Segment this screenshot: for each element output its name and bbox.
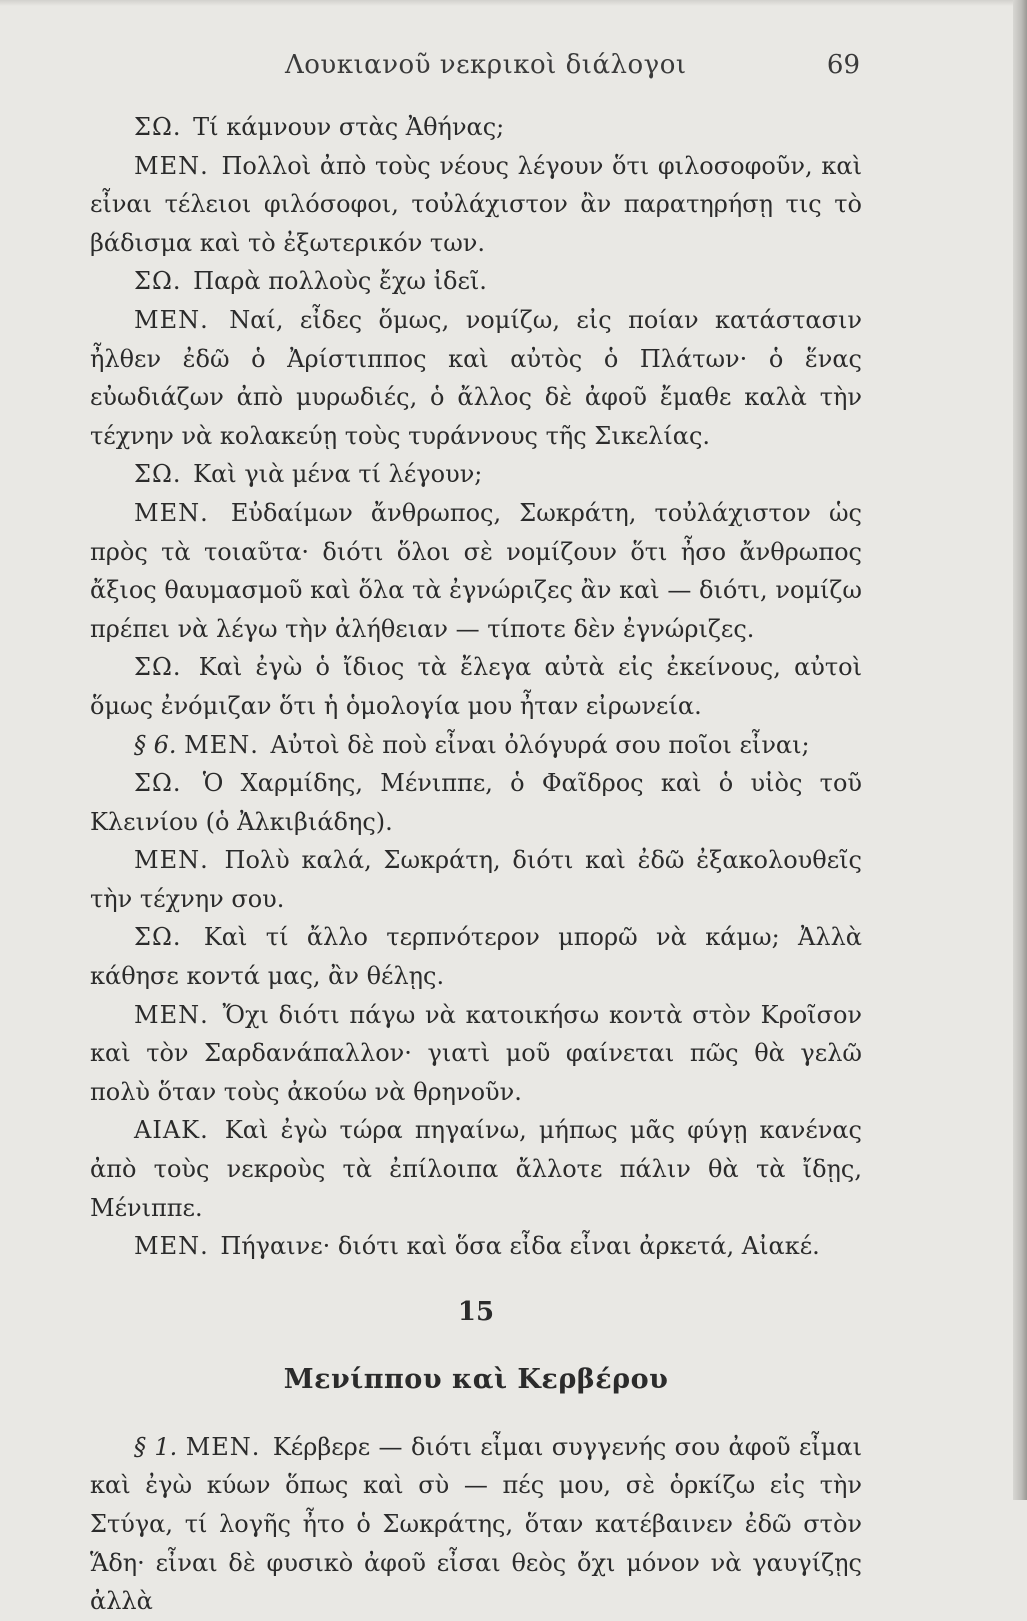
speaker-label: ΣΩ. bbox=[134, 267, 182, 296]
dialogue-text: Ὄχι διότι πάγω νὰ κατοικήσω κοντὰ στὸν Κροῖσον καὶ τὸν Σαρδανάπαλλον· γιατὶ μοῦ φαίνεται πῶς θὰ γελῶ πολὺ ὅταν τοὺς ἀκούω νὰ θρηνοῦν. bbox=[90, 1000, 862, 1106]
dialogue-paragraph bbox=[90, 841, 862, 918]
speaker-label: ΜΕΝ. bbox=[134, 1000, 209, 1029]
dialogue-paragraph bbox=[90, 726, 862, 765]
page-edge-shadow bbox=[1013, 0, 1027, 1500]
dialogue-paragraph bbox=[90, 1111, 862, 1227]
running-head bbox=[90, 50, 860, 90]
speaker-label: ΜΕΝ. bbox=[134, 846, 209, 875]
page-top-shadow bbox=[0, 0, 1027, 6]
section-marker: § 1. bbox=[134, 1432, 178, 1461]
page-body bbox=[90, 108, 862, 1621]
running-head-title: Λουκιανοῦ νεκρικοὶ διάλογοι bbox=[285, 50, 687, 80]
dialogue-text: Καὶ ἐγὼ ὁ ἴδιος τὰ ἔλεγα αὐτὰ εἰς ἐκείνους, αὐτοὶ ὅμως ἐνόμιζαν ὅτι ἡ ὁμολογία μου ἦταν εἰρωνεία. bbox=[90, 653, 862, 720]
dialogue-text: Ὁ Χαρμίδης, Μένιππε, ὁ Φαῖδρος καὶ ὁ υἱὸς τοῦ Κλεινίου (ὁ Ἀλκιβιάδης). bbox=[90, 769, 862, 836]
dialogue-paragraph bbox=[90, 262, 862, 301]
speaker-label: ΜΕΝ. bbox=[184, 730, 259, 759]
dialogue-paragraph bbox=[90, 648, 862, 725]
page-number: 69 bbox=[826, 50, 860, 80]
dialogue-text: Τί κάμνουν στὰς Ἀθήνας; bbox=[193, 113, 505, 141]
dialogue-paragraph bbox=[90, 301, 862, 455]
dialogue-paragraph bbox=[90, 147, 862, 263]
dialogue-paragraph bbox=[90, 494, 862, 648]
section-marker: § 6. bbox=[134, 730, 177, 759]
dialogue-text: Καὶ γιὰ μένα τί λέγουν; bbox=[193, 460, 483, 489]
speaker-label: ΜΕΝ. bbox=[134, 498, 209, 527]
speaker-label: ΑΙΑΚ. bbox=[134, 1116, 209, 1145]
dialogue-text: Πολὺ καλά, Σωκράτη, διότι καὶ ἐδῶ ἐξακολουθεῖς τὴν τέχνην σου. bbox=[90, 846, 862, 913]
dialogue-text: Παρὰ πολλοὺς ἔχω ἰδεῖ. bbox=[193, 267, 487, 296]
dialogue-text: Κέρβερε — διότι εἶμαι συγγενής σου ἀφοῦ εἶμαι καὶ ἐγὼ κύων ὅπως καὶ σὺ — πές μου, σὲ ὁρκίζω εἰς τὴν Στύγα, τί λογῆς ἦτο ὁ Σωκράτης, ὅταν κατέβαινεν ἐδῶ στὸν Ἅδη· εἶναι δὲ φυσικὸ ἀφοῦ εἶσαι θεὸς ὄχι μόνον νὰ γαυγίζῃς ἀλλὰ bbox=[90, 1432, 862, 1616]
dialogue-text: Καὶ τί ἄλλο τερπνότερον μπορῶ νὰ κάμω; Ἀλλὰ κάθησε κοντά μας, ἂν θέλῃς. bbox=[90, 923, 862, 991]
speaker-label: ΣΩ. bbox=[134, 113, 182, 141]
dialogue-paragraph bbox=[90, 1227, 862, 1266]
dialogue-paragraph bbox=[90, 1428, 862, 1621]
speaker-label: ΣΩ. bbox=[134, 460, 182, 489]
dialogue-paragraph bbox=[90, 108, 862, 147]
speaker-label: ΣΩ. bbox=[134, 653, 182, 682]
dialogue-text: Πολλοὶ ἀπὸ τοὺς νέους λέγουν ὅτι φιλοσοφοῦν, καὶ εἶναι τέλειοι φιλόσοφοι, τοὐλάχιστον ἂν παρατηρήσῃ τις τὸ βάδισμα καὶ τὸ ἐξωτερικόν των. bbox=[90, 151, 862, 257]
dialogue-text: Εὐδαίμων ἄνθρωπος, Σωκράτη, τοὐλάχιστον ὡς πρὸς τὰ τοιαῦτα· διότι ὅλοι σὲ νομίζουν ὅτι ἦσο ἄνθρωπος ἄξιος θαυμασμοῦ καὶ ὅλα τὰ ἐγνώριζες ἂν καὶ — διότι, νομίζω πρέπει νὰ λέγω τὴν ἀλήθειαν — τίποτε δὲν ἐγνώριζες. bbox=[90, 498, 862, 643]
speaker-label: ΣΩ. bbox=[134, 923, 182, 952]
dialogue-text: Πήγαινε· διότι καὶ ὅσα εἶδα εἶναι ἀρκετά, Αἰακέ. bbox=[220, 1232, 820, 1261]
dialogue-text: Καὶ ἐγὼ τώρα πηγαίνω, μήπως μᾶς φύγῃ κανένας ἀπὸ τοὺς νεκροὺς τὰ ἐπίλοιπα ἄλλοτε πάλιν θὰ τὰ ἴδῃς, Μένιππε. bbox=[90, 1116, 862, 1222]
speaker-label: ΜΕΝ. bbox=[185, 1432, 261, 1461]
dialogue-paragraph bbox=[90, 455, 862, 494]
dialogue-paragraph bbox=[90, 764, 862, 841]
dialogue-paragraph bbox=[90, 918, 862, 995]
chapter-number: 15 bbox=[457, 1296, 495, 1327]
dialogue-paragraph bbox=[90, 996, 862, 1112]
speaker-label: ΜΕΝ. bbox=[134, 1232, 209, 1261]
chapter-title: Μενίππου καὶ Κερβέρου bbox=[283, 1363, 669, 1395]
dialogue-text: Αὐτοὶ δὲ ποὺ εἶναι ὀλόγυρά σου ποῖοι εἶναι; bbox=[270, 730, 810, 759]
speaker-label: ΣΩ. bbox=[134, 769, 182, 798]
dialogue-text: Ναί, εἶδες ὅμως, νομίζω, εἰς ποίαν κατάστασιν ἦλθεν ἐδῶ ὁ Ἀρίστιππος καὶ αὐτὸς ὁ Πλάτων· ὁ ἕνας εὐωδιάζων ἀπὸ μυρωδιές, ὁ ἄλλος δὲ ἀφοῦ ἔμαθε καλὰ τὴν τέχνην νὰ κολακεύῃ τοὺς τυράννους τῆς Σικελίας. bbox=[90, 305, 862, 450]
speaker-label: ΜΕΝ. bbox=[134, 305, 209, 334]
speaker-label: ΜΕΝ. bbox=[134, 151, 209, 180]
